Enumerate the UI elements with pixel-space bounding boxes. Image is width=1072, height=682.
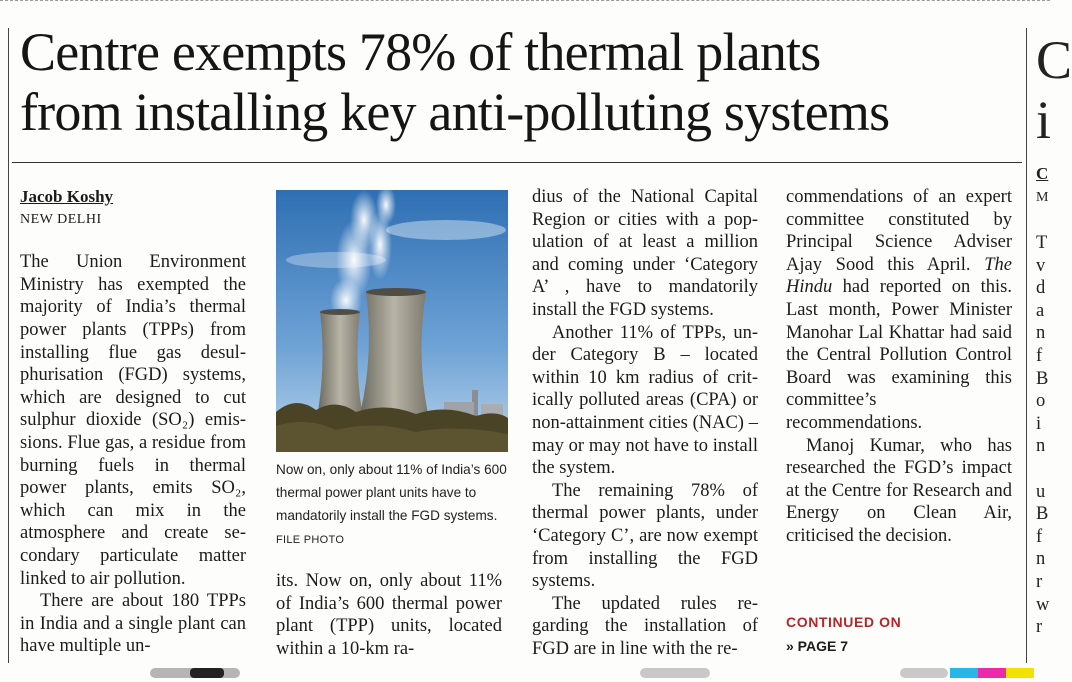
- next-article-line: f: [1036, 345, 1043, 366]
- next-article-line: w: [1036, 594, 1050, 615]
- paragraph-7: The updated rules regarding the installation of FGD are in line with the re-: [532, 593, 758, 659]
- continued-page-link[interactable]: » PAGE 7: [786, 638, 848, 654]
- cooling-towers-photo: [276, 190, 508, 452]
- next-article-line: o: [1036, 391, 1046, 412]
- author-byline[interactable]: Jacob Koshy: [20, 187, 114, 206]
- caption-text: Now on, only about 11% of India’s 600 thermal power plant units have to mandatorily install the FGD systems.: [276, 462, 507, 523]
- headline-line-2: from installing key anti-polluting systems: [20, 82, 890, 142]
- next-article-line: i: [1036, 413, 1042, 434]
- paragraph-8-part-a: commendations of an expert committee constituted by Principal Science Adviser Ajay Sood this April.: [786, 187, 1012, 275]
- next-article-line: r: [1036, 571, 1043, 592]
- next-dateline: M: [1036, 190, 1049, 205]
- paragraph-8-part-b: had reported on this. Last month, Power Minister Manohar Lal Khattar had said the Central Pollution Control Board was examining this committee’s recommendations.: [786, 277, 1012, 433]
- next-article-line: n: [1036, 436, 1046, 457]
- photo-caption: [276, 458, 508, 552]
- page-edge-dashed-line: [0, 0, 1050, 5]
- next-byline: C: [1036, 164, 1049, 183]
- column-rule-left: [8, 28, 9, 663]
- next-headline-2: i: [1036, 90, 1052, 150]
- paragraph-8: [786, 186, 1012, 435]
- next-article-body: [1036, 232, 1049, 639]
- next-article-line: n: [1036, 323, 1046, 344]
- article-column-1: [20, 186, 246, 658]
- paragraph-6: The remaining 78% of thermal power plants, under ‘Category C’, are now exempt from installing the FGD systems.: [532, 480, 758, 592]
- next-article-line: B: [1036, 504, 1049, 525]
- column-rule-right: [1026, 28, 1027, 663]
- next-article-line: n: [1036, 549, 1046, 570]
- dateline: NEW DELHI: [20, 211, 102, 227]
- paragraph-3: its. Now on, only about 11% of India’s 600 thermal power plant (TPP) units, located within a 10-km ra-: [276, 571, 502, 659]
- paragraph-1: The Union Environment Ministry has exempted the majority of India’s thermal power plants (TPPs) from installing flue gas desulphurisation (FGD) systems, which are designed to cut sulphur dioxide (SO₂) emissions. Flue gas, a residue from burning fuels in thermal power plants, emits SO₂, which can mix in the atmosphere and create secondary particulate matter linked to air pollution.: [20, 252, 246, 589]
- continued-label: CONTINUED ON: [786, 614, 902, 630]
- next-headline-1: C: [1036, 30, 1072, 90]
- next-article-line: u: [1036, 481, 1046, 502]
- article-headline: [20, 22, 1020, 142]
- photo-credit: FILE PHOTO: [276, 534, 345, 546]
- next-article-line: a: [1036, 300, 1045, 321]
- next-article-line: v: [1036, 255, 1046, 276]
- next-article-line: d: [1036, 278, 1046, 299]
- paragraph-9: Manoj Kumar, who has researched the FGD’s impact at the Centre for Research and Energy on Clean Air, criticised the decision.: [786, 435, 1012, 546]
- headline-line-1: Centre exempts 78% of thermal plants: [20, 22, 821, 82]
- paragraph-2: There are about 180 TPPs in India and a single plant can have multiple un-: [20, 591, 246, 657]
- article-column-3: [532, 186, 758, 660]
- article-column-2: [276, 570, 502, 660]
- next-article-line: [1036, 458, 1049, 481]
- print-color-bar: [0, 663, 1050, 675]
- next-article-line: r: [1036, 617, 1043, 638]
- article-column-4: [786, 186, 1012, 548]
- next-article-line: B: [1036, 368, 1049, 389]
- headline-divider: [12, 162, 1022, 163]
- newspaper-name: The Hindu: [786, 254, 1012, 298]
- next-article-line: f: [1036, 526, 1043, 547]
- next-article-line: T: [1036, 233, 1048, 253]
- paragraph-5: Another 11% of TPPs, under Category B – located within 10 km radius of critically polluted areas (CPA) or non-attainment cities (NAC) – may or may not have to install the system.: [532, 322, 758, 479]
- paragraph-4: dius of the National Capital Region or cities with a population of at least a million and coming under ‘Category A’ , have to mandatorily install the FGD systems.: [532, 187, 758, 320]
